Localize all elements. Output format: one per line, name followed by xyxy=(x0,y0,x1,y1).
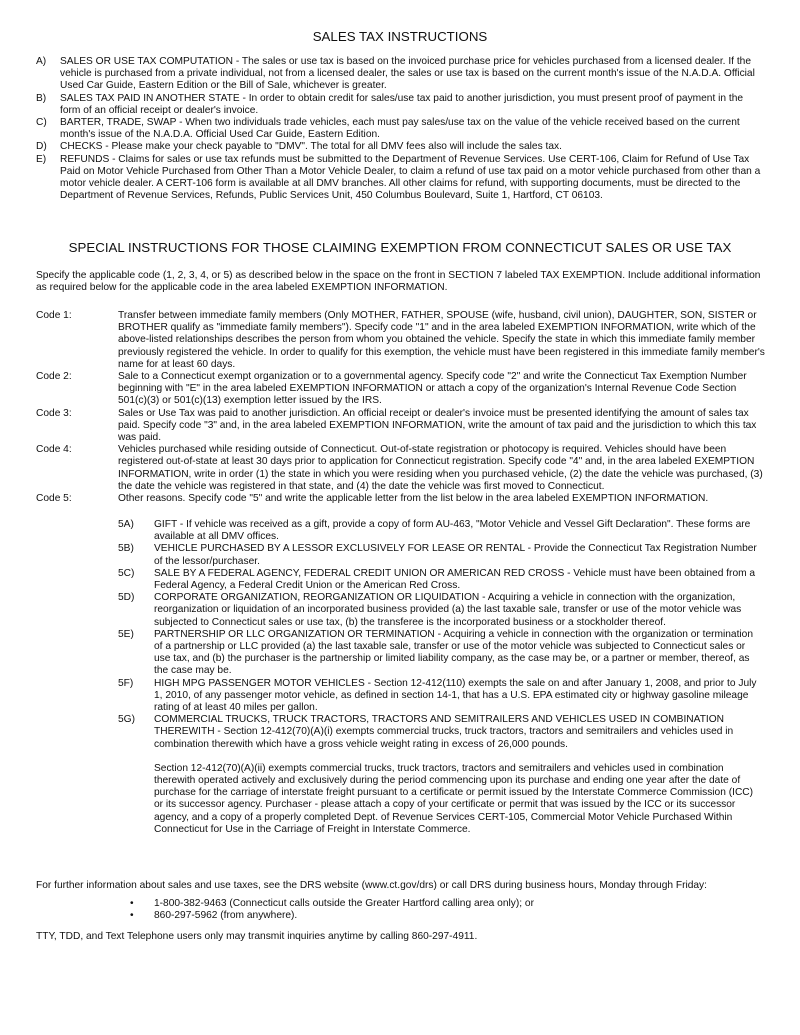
code-label: Code 1: xyxy=(36,310,72,321)
phone-number-text: 860-297-5962 (from anywhere). xyxy=(154,910,298,922)
instruction-item xyxy=(36,93,766,117)
other-reason-text: CORPORATE ORGANIZATION, REORGANIZATION OR LIQUIDATION - Acquiring a vehicle in connection with the organization, reorganization or liquidation of an incorporated business provided (a) the last taxable sale, transfer or use of the motor vehicle was subjected to Connecticut sales or use tax, (b) the transferee is the incorporated business or a stockholder thereof. xyxy=(154,592,742,628)
instruction-text: REFUNDS - Claims for sales or use tax refunds must be submitted to the Department of Revenue Services. Use CERT-106, Claim for Refund of Use Tax Paid on Motor Vehicle Purchased from Other Than a Motor Vehicle Dealer, to claim a refund of use tax paid on a motor vehicle purchased from other than a motor vehicle dealer. A CERT-106 form is available at all DMV branches. All other claims for refund, with supporting documents, must be directed to the Department of Revenue Services, Refunds, Public Services Unit, 450 Columbus Boulevard, Suite 1, Hartford, CT 06103. xyxy=(60,153,761,202)
instruction-item xyxy=(36,117,766,141)
other-reason-text: HIGH MPG PASSENGER MOTOR VEHICLES - Section 12-412(110) exempts the sale on and after January 1, 2008, and prior to July 1, 2010, of any passenger motor vehicle, as defined in section 14-1, that has a U.S. EPA estimated city or highway gasoline mileage rating of at least 40 miles per gallon. xyxy=(154,677,757,714)
phone-number-text: 1-800-382-9463 (Connecticut calls outside the Greater Hartford calling area only); or xyxy=(154,898,534,909)
code-text: Sales or Use Tax was paid to another jurisdiction. An official receipt or dealer's invoice must be presented identifying the amount of sales tax paid. Specify code "3" and, in the area labeled EXEMPTION INFORMATION, write the amount of tax paid and the jurisdiction to which this tax was paid. xyxy=(118,407,757,444)
phone-list-item xyxy=(130,898,750,910)
other-reason-item xyxy=(118,629,763,678)
other-reason-item xyxy=(118,714,763,751)
code-text: Other reasons. Specify code "5" and write the applicable letter from the list below in the area labeled EXEMPTION INFORMATION. xyxy=(118,493,709,505)
other-reasons-list xyxy=(118,519,763,836)
other-reason-5g-additional: Section 12-412(70)(A)(ii) exempts commercial trucks, truck tractors, tractors and semitrailers and vehicles used in combination therewith operated actively and exclusively during the period commencing upon its purchase and ending one year after the date of purchase for the carriage of interstate freight pursuant to a certificate or permit issued by the Interstate Commerce Commission (ICC) or its successor agency. Purchaser - please attach a copy of your certificate or permit that was issued by the ICC or its successor agency, and a copy of a properly completed Dept. of Revenue Services CERT-105, Commercial Motor Vehicle Purchased Within Connecticut for Use in the Carriage of Freight in Interstate Commerce. xyxy=(154,762,754,835)
instruction-text: BARTER, TRADE, SWAP - When two individuals trade vehicles, each must pay sales/use tax on the value of the vehicle received based on the current month's issue of the N.A.D.A. Official Used Car Guide, Eastern Edition. xyxy=(60,117,740,141)
instruction-text: CHECKS - Please make your check payable to "DMV". The total for all DMV fees also will include the sales tax. xyxy=(60,141,562,153)
instruction-item xyxy=(36,141,766,153)
instruction-item xyxy=(36,154,766,203)
instruction-text: SALES OR USE TAX COMPUTATION - The sales or use tax is based on the invoiced purchase price for vehicles purchased from a licensed dealer. If the vehicle is purchased from a private individual, not from a licensed dealer, the sales or use tax is based on the current month's issue of the N.A.D.A. Official Used Car Guide, Eastern Edition or the Bill of Sale, whichever is greater. xyxy=(60,56,755,92)
phone-list xyxy=(130,898,750,922)
further-information: For further information about sales and use taxes, see the DRS website (www.ct.gov/drs) or call DRS during business hours, Monday through Friday: xyxy=(36,880,707,891)
other-reason-text: VEHICLE PURCHASED BY A LESSOR EXCLUSIVELY FOR LEASE OR RENTAL - Provide the Connecticut Tax Registration Number of the lessor/purchaser. xyxy=(154,543,757,567)
other-reason-item xyxy=(118,519,763,543)
other-reason-item xyxy=(118,568,763,592)
other-reason-key: 5C) xyxy=(118,567,135,579)
other-reason-text: SALE BY A FEDERAL AGENCY, FEDERAL CREDIT UNION OR AMERICAN RED CROSS - Vehicle must have been obtained from a Federal Agency, a Federal Credit Union or the American Red Cross. xyxy=(154,567,756,592)
special-instructions-title: SPECIAL INSTRUCTIONS FOR THOSE CLAIMING EXEMPTION FROM CONNECTICUT SALES OR USE TAX xyxy=(68,240,732,255)
exemption-code-item xyxy=(36,444,766,493)
code-text: Vehicles purchased while residing outside of Connecticut. Out-of-state registration or photocopy is required. Vehicles should have been registered out-of-state at least 30 days prior to application for Connecticut registration. Specify code "4" and, in the area labeled EXEMPTION INFORMATION, write in order (1) the state in which you were residing when you purchased vehicle, (2) the date the vehicle was purchased, (3) the date the vehicle was registered in that state, and (4) the date the vehicle was first moved to Connecticut. xyxy=(118,444,763,492)
other-reason-key: 5D) xyxy=(118,592,135,604)
page-title: SALES TAX INSTRUCTIONS xyxy=(312,29,488,44)
sales-tax-instructions-list xyxy=(36,56,766,202)
instruction-key: A) xyxy=(36,56,47,67)
other-reason-item xyxy=(118,678,763,715)
other-reason-text: COMMERCIAL TRUCKS, TRUCK TRACTORS, TRACTORS AND SEMITRAILERS AND VEHICLES USED IN COMBINATION THEREWITH - Section 12-412(70)(A)(i) exempts commercial trucks, truck tractors, tractors and semitrailers and vehicles used in combination therewith which have a gross vehicle weight rating in excess of 26,000 pounds. xyxy=(154,714,734,750)
other-reason-item xyxy=(118,543,763,567)
code-label: Code 4: xyxy=(36,444,72,456)
other-reason-key: 5A) xyxy=(118,519,134,530)
instruction-key: B) xyxy=(36,92,47,104)
instruction-key: C) xyxy=(36,117,47,129)
bullet-icon: • xyxy=(130,910,134,922)
exemption-codes-list xyxy=(36,310,766,505)
other-reason-key: 5F) xyxy=(118,677,134,689)
other-reason-key: 5G) xyxy=(118,714,135,726)
instruction-key: E) xyxy=(36,153,47,165)
bullet-icon: • xyxy=(130,898,134,909)
other-reason-text: GIFT - If vehicle was received as a gift, provide a copy of form AU-463, "Motor Vehicle and Vessel Gift Declaration". These forms are available at all DMV offices. xyxy=(154,519,751,543)
exemption-code-item xyxy=(36,310,766,371)
exemption-code-item xyxy=(36,371,766,408)
tty-information: TTY, TDD, and Text Telephone users only may transmit inquiries anytime by calling 860-297-4911. xyxy=(36,931,478,942)
code-text: Transfer between immediate family members (Only MOTHER, FATHER, SPOUSE (wife, husband, civil union), DAUGHTER, SON, SISTER or BROTHER qualify as "immediate family members"). Specify code "1" and in the area labeled EXEMPTION INFORMATION, write which of the above-listed relationships describes the person from whom you obtained the vehicle. Specify the state in which this immediate family member previously registered the vehicle. In order to qualify for this exemption, the vehicle must have been registered in this immediate family member's name for at least 60 days. xyxy=(118,310,765,370)
instruction-key: D) xyxy=(36,141,47,153)
instruction-item xyxy=(36,56,766,93)
special-instructions-intro: Specify the applicable code (1, 2, 3, 4, or 5) as described below in the space on the front in SECTION 7 labeled TAX EXEMPTION. Include additional information as required below for the applicable code in the area labeled EXEMPTION INFORMATION. xyxy=(36,270,761,294)
code-label: Code 3: xyxy=(36,407,72,419)
other-reason-text: PARTNERSHIP OR LLC ORGANIZATION OR TERMINATION - Acquiring a vehicle in connection with the organization or termination of a partnership or LLC provided (a) the last taxable sale, transfer or use of the motor vehicle was subjected to Connecticut sales or use tax, and (b) the purchaser is the partnership or limited liability company, as the case may be, or a partner or member, thereof, as the case may be. xyxy=(154,628,754,677)
other-reason-key: 5B) xyxy=(118,543,134,555)
code-label: Code 5: xyxy=(36,493,72,505)
phone-list-item xyxy=(130,910,750,922)
exemption-code-item xyxy=(36,493,766,505)
other-reason-key: 5E) xyxy=(118,628,134,640)
instruction-text: SALES TAX PAID IN ANOTHER STATE - In order to obtain credit for sales/use tax paid to another jurisdiction, you must present proof of payment in the form of an official receipt or dealer's invoice. xyxy=(60,92,744,116)
other-reason-item xyxy=(118,592,763,629)
code-label: Code 2: xyxy=(36,371,72,383)
exemption-code-item xyxy=(36,408,766,445)
code-text: Sale to a Connecticut exempt organization or to a governmental agency. Specify code "2" and write the Connecticut Tax Exemption Number beginning with "E" in the area labeled EXEMPTION INFORMATION or attach a copy of the organization's Internal Revenue Code Section 501(c)(3) or 501(c)(13) exemption letter issued by the IRS. xyxy=(118,371,747,407)
